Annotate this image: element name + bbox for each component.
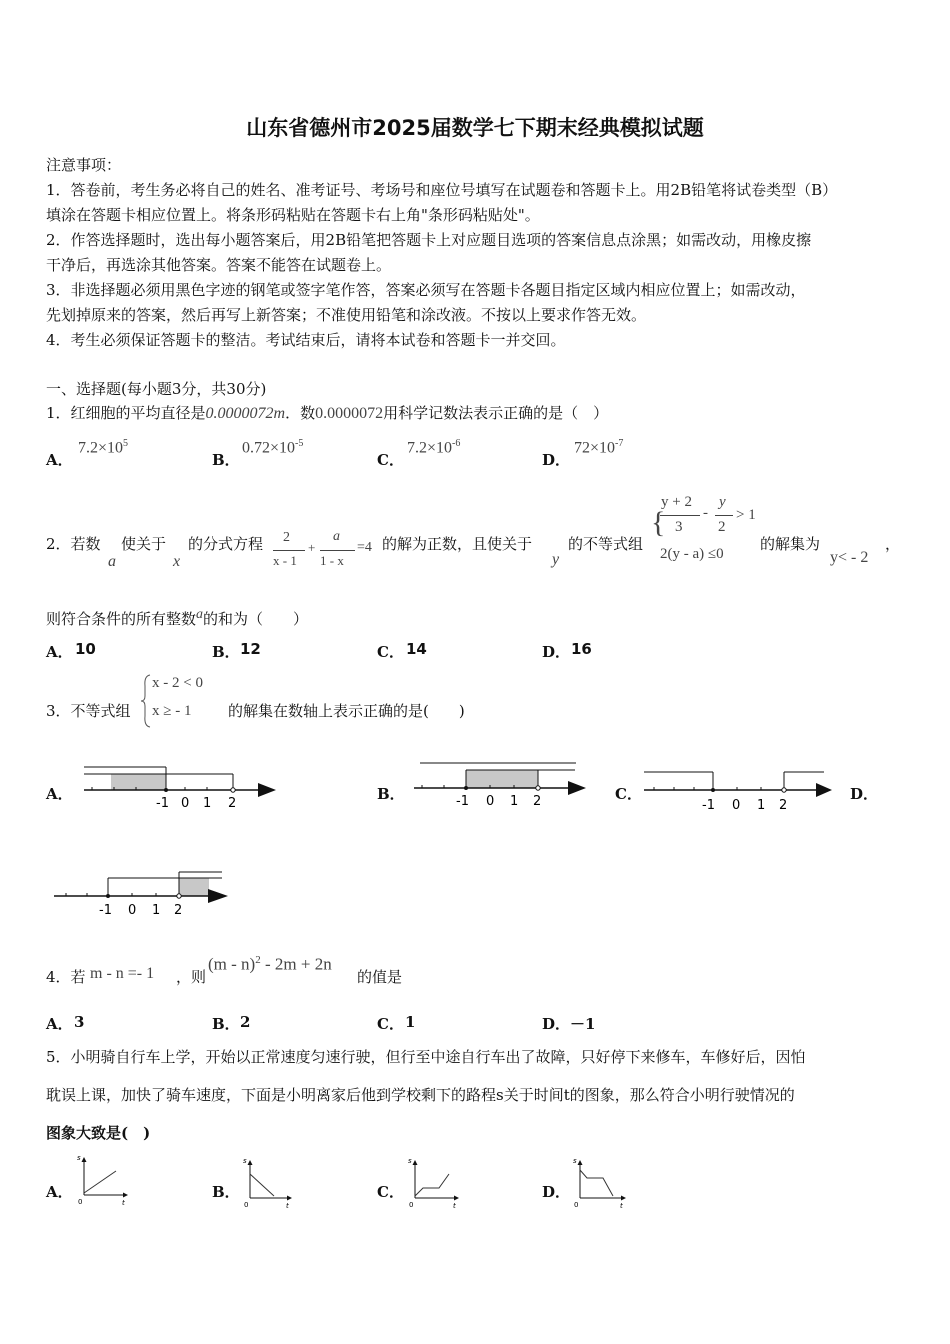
q1-option-c xyxy=(407,438,460,457)
q4-label-a: A． xyxy=(46,1015,73,1033)
q2-frac1-num: 2 xyxy=(283,530,290,545)
q2-system-brace: { xyxy=(651,506,666,539)
q2-line2-text-b: 的和为（ ） xyxy=(203,610,309,628)
q4-label-d: D． xyxy=(542,1015,571,1033)
q4-text-2: ，则 xyxy=(176,968,207,986)
notes-line-3: 2．作答选择题时，选出每小题答案后，用2B铅笔把答题卡上对应题目选项的答案信息点涂黑；如需改动，用橡皮擦 xyxy=(46,231,812,249)
q1-option-d xyxy=(574,438,623,457)
q2-label-d: D． xyxy=(542,643,571,661)
q2-sys-bar2 xyxy=(715,515,733,516)
q3d-tick-2: 2 xyxy=(174,903,183,916)
q4-expr-part-b: - 2m + 2n xyxy=(260,954,332,974)
q2-sys-d1: 3 xyxy=(675,519,683,535)
q5c-axis-t: t xyxy=(453,1202,456,1210)
q3-text-2: 的解集在数轴上表示正确的是( ) xyxy=(228,702,465,720)
q4-condition: m - n =- 1 xyxy=(90,965,155,982)
q1-label-b: B． xyxy=(212,451,240,469)
q5-graph-c xyxy=(403,1156,463,1210)
q1-math-2: 0.0000072 xyxy=(315,405,384,422)
q1-a-exp: 5 xyxy=(123,438,129,449)
q4-label-c: C． xyxy=(377,1015,404,1033)
q3a-tick-2: 2 xyxy=(228,796,237,810)
q4-expr-part-a: (m - n) xyxy=(208,954,256,974)
q3-cond-1: x - 2 < 0 xyxy=(152,675,203,691)
q5-label-d: D． xyxy=(542,1183,571,1201)
q2-label-c: C． xyxy=(377,643,404,661)
section-heading: 一、选择题(每小题3分，共30分) xyxy=(46,380,267,398)
q3b-tick-0: 0 xyxy=(486,794,495,809)
q5-graph-a xyxy=(72,1153,132,1207)
q3d-tick-0: 0 xyxy=(128,903,137,916)
q2-label-a: A． xyxy=(46,643,73,661)
q4-option-b: 2 xyxy=(240,1013,251,1031)
q2-var-x: x xyxy=(173,553,181,570)
q3-label-d: D． xyxy=(850,785,879,803)
notes-line-7: 4．考生必须保证答题卡的整洁。考试结束后，请将本试卷和答题卡一并交回。 xyxy=(46,331,566,349)
q3-text-1: 3．不等式组 xyxy=(46,702,131,720)
q3d-tick-m1: -1 xyxy=(99,903,112,916)
q1-math-1: 0.0000072m xyxy=(205,405,286,422)
q5-label-c: C． xyxy=(377,1183,404,1201)
q2-var-y: y xyxy=(552,551,560,568)
q2-line-2 xyxy=(46,607,308,629)
q1-a-base: 7.2×10 xyxy=(78,439,124,457)
q2-option-c: 14 xyxy=(406,640,427,658)
notes-line-2: 填涂在答题卡相应位置上。将条形码粘贴在答题卡右上角"条形码粘贴处"。 xyxy=(46,206,540,224)
q2-plus: + xyxy=(308,540,316,555)
q4-expr-exp: 2 xyxy=(255,954,261,966)
q2-frac1-den: x - 1 xyxy=(273,553,297,568)
q2-text-3: 的分式方程 xyxy=(188,535,264,553)
q3b-tick-2: 2 xyxy=(533,794,542,809)
q1-text-1: 1．红细胞的平均直径是 xyxy=(46,404,206,422)
q1-text-3: 用科学记数法表示正确的是（ ） xyxy=(383,404,609,422)
q1-c-base: 7.2×10 xyxy=(407,439,453,457)
q2-text-6: 的解集为 xyxy=(760,535,821,553)
q2-option-a: 10 xyxy=(75,640,96,658)
q4-option-a: 3 xyxy=(74,1013,85,1031)
q1-b-exp: -5 xyxy=(295,438,304,449)
q4-expression xyxy=(208,954,332,975)
notes-line-1: 1．答卷前，考生务必将自己的姓名、准考证号、考场号和座位号填写在试题卷和答题卡上。用2B铅笔将试卷类型（B） xyxy=(46,181,838,199)
q3c-tick-0: 0 xyxy=(732,798,741,813)
q1-d-exp: -7 xyxy=(615,438,624,449)
q2-frac2-bar xyxy=(320,550,355,551)
q2-frac2-num: a xyxy=(333,529,340,544)
q2-sys-minus: - xyxy=(703,505,708,521)
q2-sys-gt: > 1 xyxy=(736,507,756,523)
q5c-axis-s: s xyxy=(408,1157,412,1165)
q2-sys-d2: 2 xyxy=(718,519,726,535)
q5-line-3: 图象大致是( ) xyxy=(46,1124,151,1142)
q3-number-line-d xyxy=(50,864,235,916)
q2-sys-n2: y xyxy=(719,494,726,510)
q5c-origin: 0 xyxy=(409,1201,414,1209)
q5b-axis-s: s xyxy=(243,1157,247,1165)
q2-text-5: 的不等式组 xyxy=(568,535,644,553)
q5a-origin: 0 xyxy=(78,1198,83,1206)
q5a-axis-s: s xyxy=(77,1154,81,1162)
q3b-tick-m1: -1 xyxy=(456,794,469,809)
q3-label-a: A． xyxy=(46,785,73,803)
q3b-shaded-region xyxy=(466,770,538,788)
q1-label-c: C． xyxy=(377,451,404,469)
q2-text-4: 的解为正数，且使关于 xyxy=(382,535,533,553)
q5-graph-d xyxy=(570,1156,630,1210)
q2-solution: y< - 2 xyxy=(830,549,869,566)
q3c-tick-2: 2 xyxy=(779,798,788,813)
q4-text-3: 的值是 xyxy=(357,968,403,986)
q3-number-line-a xyxy=(80,758,280,810)
q3-number-line-b xyxy=(410,758,595,810)
q4-option-c: 1 xyxy=(405,1013,416,1031)
q3d-shaded-region xyxy=(179,878,209,896)
q2-line2-var: a xyxy=(196,607,204,622)
q2-text-1: 2．若数 xyxy=(46,535,101,553)
q1-label-a: A． xyxy=(46,451,73,469)
q2-line2-text-a: 则符合条件的所有整数 xyxy=(46,610,197,628)
q2-eq4: =4 xyxy=(357,540,372,555)
q3-system-brace xyxy=(140,674,152,728)
q2-var-a: a xyxy=(108,553,116,570)
q2-sys-n1: y + 2 xyxy=(661,494,692,510)
question-1 xyxy=(46,402,608,423)
q3-cond-2: x ≥ - 1 xyxy=(152,703,192,719)
q2-option-b: 12 xyxy=(240,640,261,658)
notes-line-6: 先划掉原来的答案，然后再写上新答案；不准使用铅笔和涂改液。不按以上要求作答无效。 xyxy=(46,306,647,324)
q4-option-d: －1 xyxy=(570,1015,596,1033)
q3c-tick-1: 1 xyxy=(757,798,766,813)
q1-b-base: 0.72×10 xyxy=(242,439,296,457)
q1-c-exp: -6 xyxy=(452,438,461,449)
q1-label-d: D． xyxy=(542,451,571,469)
q3b-tick-1: 1 xyxy=(510,794,519,809)
q3c-tick-m1: -1 xyxy=(702,798,715,813)
q5b-origin: 0 xyxy=(244,1201,249,1209)
q3-label-c: C． xyxy=(615,785,642,803)
q4-label-b: B． xyxy=(212,1015,240,1033)
q5-graph-b xyxy=(236,1156,296,1210)
q3-label-b: B． xyxy=(377,785,405,803)
q5d-origin: 0 xyxy=(574,1201,579,1209)
q5-label-a: A． xyxy=(46,1183,73,1201)
q3-number-line-c xyxy=(640,764,835,816)
q3d-tick-1: 1 xyxy=(152,903,161,916)
q5d-axis-s: s xyxy=(573,1157,577,1165)
q5b-axis-t: t xyxy=(286,1202,289,1210)
q1-option-b xyxy=(242,438,303,457)
q1-d-base: 72×10 xyxy=(574,439,616,457)
notes-heading: 注意事项： xyxy=(46,156,122,174)
q5d-axis-t: t xyxy=(620,1202,623,1210)
q1-text-2: ．数 xyxy=(285,404,316,422)
q1-option-a xyxy=(78,438,128,457)
q5-label-b: B． xyxy=(212,1183,240,1201)
q5-line-2: 耽误上课，加快了骑车速度，下面是小明离家后他到学校剩下的路程s关于时间t的图象，那么符合小明行驶情况的 xyxy=(46,1086,795,1104)
q2-frac1-bar xyxy=(273,550,305,551)
q5a-axis-t: t xyxy=(122,1199,125,1207)
q5-line-1: 5．小明骑自行车上学，开始以正常速度匀速行驶，但行至中途自行车出了故障，只好停下来修车，车修好后，因怕 xyxy=(46,1048,806,1066)
q2-sys-bar1 xyxy=(660,515,700,516)
q4-text-1: 4．若 xyxy=(46,968,86,986)
q2-frac2-den: 1 - x xyxy=(320,553,344,568)
notes-line-4: 干净后，再选涂其他答案。答案不能答在试题卷上。 xyxy=(46,256,392,274)
q2-sys-line2: 2(y - a) ≤0 xyxy=(660,546,724,562)
q3a-tick-0: 0 xyxy=(181,796,190,810)
q3a-tick-1: 1 xyxy=(203,796,212,810)
q2-label-b: B． xyxy=(212,643,240,661)
q3a-shaded-region xyxy=(111,774,166,790)
page-title: 山东省德州市2025届数学七下期末经典模拟试题 xyxy=(246,116,704,140)
q2-text-2: 使关于 xyxy=(121,535,167,553)
notes-line-5: 3．非选择题必须用黑色字迹的钢笔或签字笔作答，答案必须写在答题卡各题目指定区域内相应位置上；如需改动， xyxy=(46,281,806,299)
q3a-tick-m1: -1 xyxy=(156,796,169,810)
q2-option-d: 16 xyxy=(571,640,592,658)
q2-comma: ， xyxy=(885,535,901,553)
